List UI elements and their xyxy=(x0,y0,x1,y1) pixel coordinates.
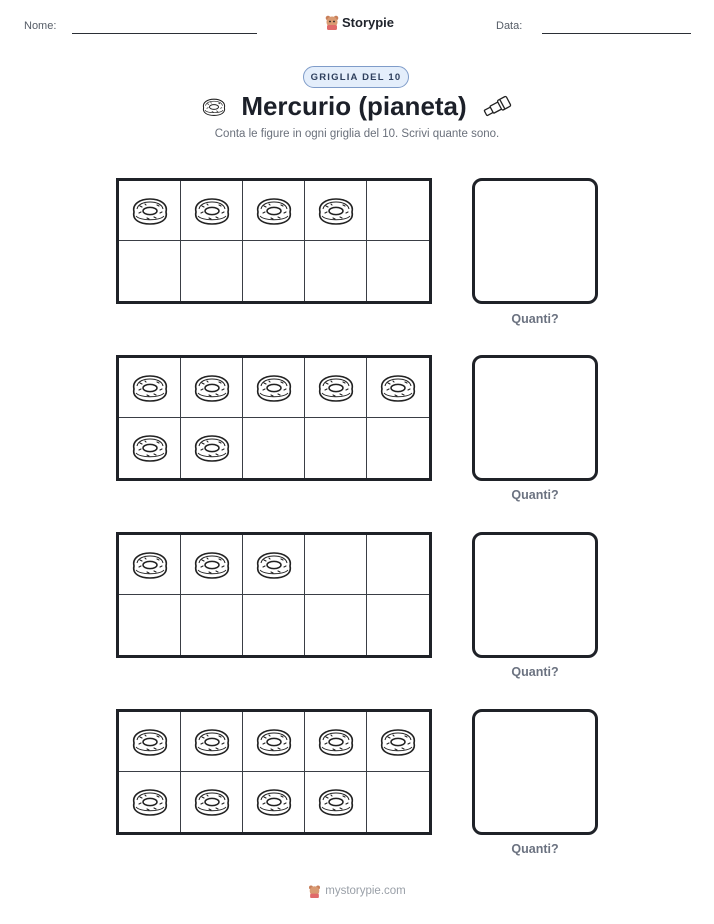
bear-icon xyxy=(308,884,321,898)
date-line[interactable] xyxy=(542,33,691,34)
frame-cell xyxy=(119,595,181,655)
donut-icon xyxy=(192,787,232,817)
ten-frame xyxy=(116,355,432,481)
frame-cell xyxy=(367,772,429,832)
donut-icon xyxy=(316,373,356,403)
frame-cell xyxy=(119,241,181,301)
donut-icon xyxy=(192,373,232,403)
ten-frame xyxy=(116,178,432,304)
donut-icon xyxy=(316,727,356,757)
donut-icon xyxy=(254,196,294,226)
donut-icon xyxy=(192,196,232,226)
frame-cell xyxy=(243,535,305,595)
donut-icon xyxy=(316,787,356,817)
frame-cell xyxy=(367,595,429,655)
name-label: Nome: xyxy=(24,20,57,32)
frame-cell xyxy=(243,595,305,655)
frame-cell xyxy=(243,418,305,478)
frame-cell xyxy=(119,712,181,772)
frame-cell xyxy=(119,358,181,418)
frame-cell xyxy=(243,181,305,241)
page-title: Mercurio (pianeta) xyxy=(241,91,467,121)
instructions: Conta le figure in ogni griglia del 10. Scrivi quante sono. xyxy=(214,128,500,140)
frame-cell xyxy=(305,595,367,655)
donut-icon xyxy=(316,196,356,226)
answer-box[interactable] xyxy=(472,178,598,304)
footer-url[interactable]: mystorypie.com xyxy=(325,885,406,897)
ten-frame xyxy=(116,709,432,835)
frame-cell xyxy=(243,712,305,772)
donut-icon xyxy=(192,727,232,757)
donut-icon xyxy=(192,550,232,580)
frame-cell xyxy=(181,772,243,832)
frame-cell xyxy=(305,535,367,595)
frame-cell xyxy=(367,712,429,772)
answer-box[interactable] xyxy=(472,709,598,835)
worksheet-type-badge: GRIGLIA DEL 10 xyxy=(303,66,409,88)
frame-cell xyxy=(119,535,181,595)
frame-cell xyxy=(243,772,305,832)
donut-icon xyxy=(192,433,232,463)
donut-icon xyxy=(378,373,418,403)
frame-cell xyxy=(367,535,429,595)
donut-icon xyxy=(254,373,294,403)
donut-icon xyxy=(254,550,294,580)
answer-label: Quanti? xyxy=(511,488,559,502)
donut-icon xyxy=(254,727,294,757)
donut-icon xyxy=(130,787,170,817)
donut-icon xyxy=(130,196,170,226)
donut-icon xyxy=(130,550,170,580)
frame-cell xyxy=(181,181,243,241)
frame-cell xyxy=(181,358,243,418)
donut-icon xyxy=(201,97,227,117)
name-line[interactable] xyxy=(72,33,257,34)
frame-cell xyxy=(367,241,429,301)
bear-icon xyxy=(325,14,339,30)
frame-cell xyxy=(181,535,243,595)
frame-cell xyxy=(305,241,367,301)
donut-icon xyxy=(130,433,170,463)
frame-cell xyxy=(305,358,367,418)
frame-cell xyxy=(367,181,429,241)
frame-cell xyxy=(305,181,367,241)
frame-cell xyxy=(305,772,367,832)
answer-box[interactable] xyxy=(472,355,598,481)
frame-cell xyxy=(367,418,429,478)
frame-cell xyxy=(367,358,429,418)
brand-logo xyxy=(325,14,394,30)
date-label: Data: xyxy=(496,20,523,32)
answer-label: Quanti? xyxy=(511,665,559,679)
title-row xyxy=(0,91,714,122)
donut-icon xyxy=(130,373,170,403)
donut-icon xyxy=(378,727,418,757)
answer-label: Quanti? xyxy=(511,312,559,326)
frame-cell xyxy=(119,772,181,832)
answer-box[interactable] xyxy=(472,532,598,658)
frame-cell xyxy=(181,712,243,772)
answer-label: Quanti? xyxy=(511,842,559,856)
footer xyxy=(0,884,714,898)
donut-icon xyxy=(130,727,170,757)
frame-cell xyxy=(181,418,243,478)
frame-cell xyxy=(119,181,181,241)
frame-cell xyxy=(305,418,367,478)
frame-cell xyxy=(243,358,305,418)
frame-cell xyxy=(181,241,243,301)
frame-cell xyxy=(243,241,305,301)
frame-cell xyxy=(119,418,181,478)
brand-name: Storypie xyxy=(342,14,395,30)
ten-frame xyxy=(116,532,432,658)
frame-cell xyxy=(181,595,243,655)
telescope-icon xyxy=(481,95,513,119)
frame-cell xyxy=(305,712,367,772)
donut-icon xyxy=(254,787,294,817)
